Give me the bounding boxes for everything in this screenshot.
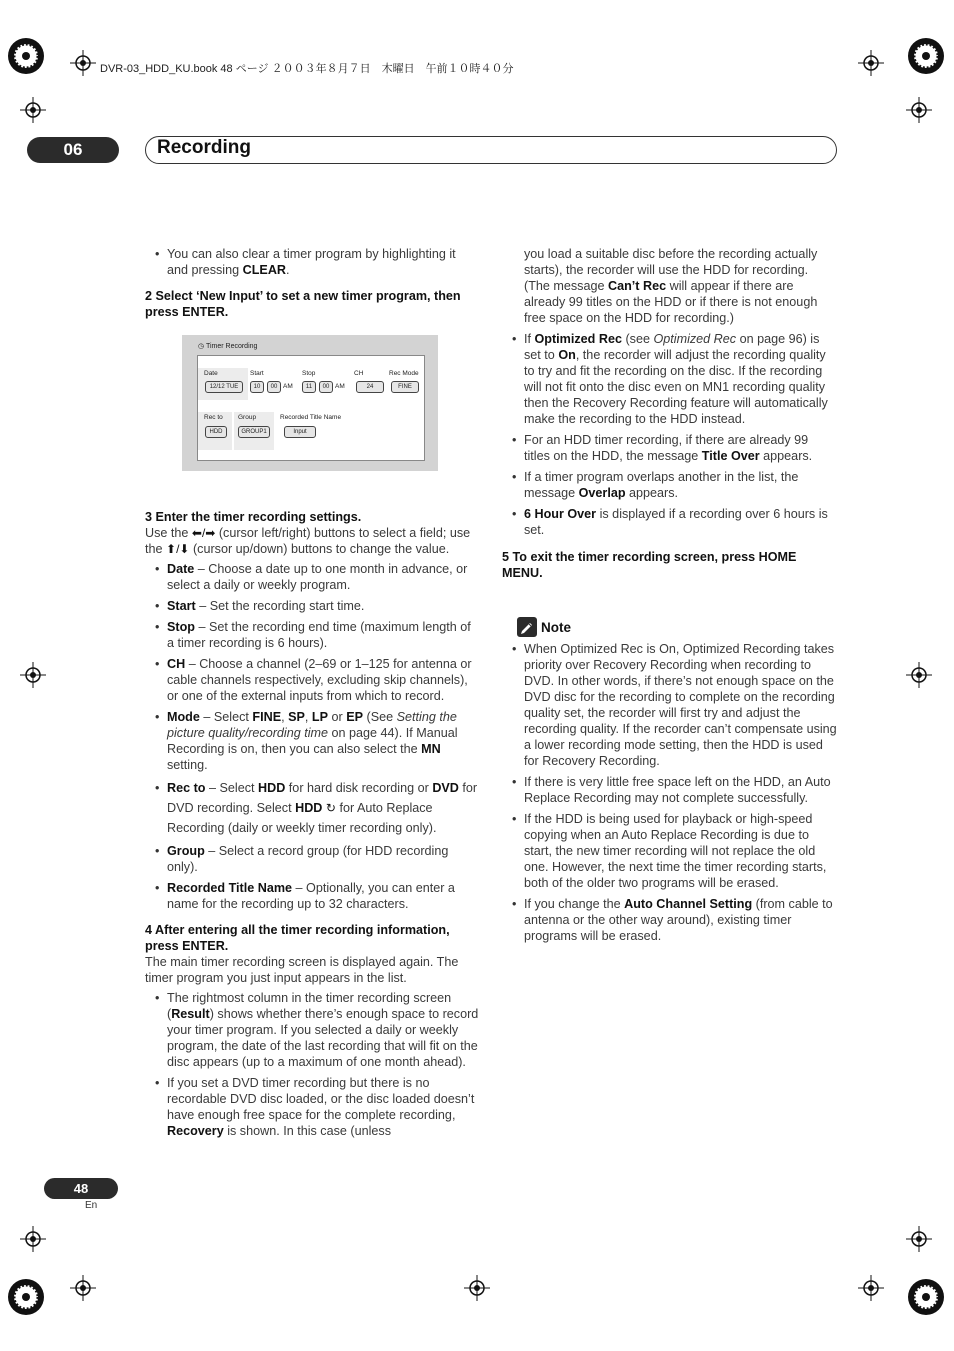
chapter-number-badge: 06 <box>27 137 119 163</box>
note-list <box>502 641 837 949</box>
label-group: Group <box>238 414 257 421</box>
label-ch: CH <box>354 370 364 377</box>
start-minute-field[interactable]: 00 <box>267 381 281 393</box>
step-3-instructions: Use the ⬅/➡ (cursor left/right) buttons to select a field; use the ⬆/⬇ (cursor up/down) buttons to change the value. <box>145 526 471 556</box>
label-rec-mode: Rec Mode <box>389 370 419 377</box>
crosshair-mark-icon <box>20 97 46 123</box>
step-3-heading: 3 Enter the timer recording settings. <box>145 510 362 524</box>
crosshair-mark-icon <box>70 1275 96 1301</box>
step-2-heading: 2 Select ‘New Input’ to set a new timer program, then press ENTER. <box>145 289 461 319</box>
crosshair-mark-icon <box>20 1226 46 1252</box>
left-column-main <box>145 509 480 1144</box>
crosshair-mark-icon <box>70 50 96 76</box>
recovery-continued-text: you load a suitable disc before the recording actually starts), the recorder will use the HDD for recording. (The message Can’t Rec will appear if there are already 99 titles on the HDD or if there is not enough free space on the HDD for recording.) <box>524 247 818 325</box>
note-pencil-icon <box>517 617 537 637</box>
screen-title: ◷ Timer Recording <box>198 343 258 350</box>
title-input-field[interactable]: Input <box>284 426 316 438</box>
label-stop: Stop <box>302 370 316 377</box>
note-item: • If you change the Auto Channel Setting (from cable to antenna or the other way around), existing timer programs will be erased. <box>502 896 837 944</box>
step-4-text: The main timer recording screen is displayed again. The timer program you just input appears in the list. <box>145 955 459 985</box>
chapter-title: Recording <box>157 137 251 158</box>
item-stop: • Stop – Set the recording end time (maximum length of a timer recording is 6 hours). <box>145 619 480 651</box>
channel-field[interactable]: 24 <box>356 381 384 393</box>
auto-replace-icon: ↻ <box>325 801 336 815</box>
bullet-optimized-rec: • If Optimized Rec (see Optimized Rec on page 96) is set to On, the recorder will adjust the recording quality to try and fit the recording on the disc. If the recording will not fit onto the disc even on MN1 recording quality then the Recovery Recording feature will automatically make the recording to the HDD instead. <box>502 331 837 427</box>
print-file-info: DVR-03_HDD_KU.book 48 ページ ２００３年８月７日 木曜日 午前１０時４０分 <box>100 63 514 75</box>
registration-mark-bottom-left-icon <box>6 1277 46 1317</box>
label-rec-to: Rec to <box>204 414 223 421</box>
left-column-top <box>145 246 480 320</box>
item-mode: • Mode – Select FINE, SP, LP or EP (See Setting the picture quality/recording time on page 44). If Manual Recording is on, then you can also select the MN setting. <box>145 709 480 773</box>
timer-recording-screen-illustration <box>182 335 438 471</box>
note-item: • When Optimized Rec is On, Optimized Recording takes priority over Recovery Recording when recording to DVD. In other words, if there’s not enough space on the DVD disc for the recording to complete on the recording quality set, the recorder will first try and adjust the recording quality. If the recorder can’t compensate using a lower recording mode setting, then the HDD is used for Recovery Recording. <box>502 641 837 769</box>
bullet-overlap: • If a timer program overlaps another in the list, the message Overlap appears. <box>502 469 837 501</box>
left-right-arrows-icon: ⬅/➡ <box>191 526 216 540</box>
step-4-heading: 4 After entering all the timer recording information, press ENTER. <box>145 923 450 953</box>
screen-panel <box>197 355 425 461</box>
crosshair-mark-icon <box>464 1275 490 1301</box>
crosshair-mark-icon <box>20 662 46 688</box>
stop-hour-field[interactable]: 11 <box>302 381 316 393</box>
rec-to-field[interactable]: HDD <box>205 426 227 438</box>
page-number: 48 <box>44 1178 118 1199</box>
bullet-6-hour-over: • 6 Hour Over is displayed if a recording over 6 hours is set. <box>502 506 837 538</box>
crosshair-mark-icon <box>906 662 932 688</box>
item-date: • Date – Choose a date up to one month in advance, or select a daily or weekly program. <box>145 561 480 593</box>
label-date: Date <box>204 370 218 377</box>
crosshair-mark-icon <box>858 1275 884 1301</box>
note-label: Note <box>541 619 571 635</box>
bullet-result-column: • The rightmost column in the timer recording screen (Result) shows whether there’s enough space to record your timer program. If you selected a daily or weekly program, the date of the last recording that will fit on the disc appears (up to a maximum of one month ahead). <box>145 990 480 1070</box>
label-start: Start <box>250 370 264 377</box>
registration-mark-top-left-icon <box>6 36 46 76</box>
item-ch: • CH – Choose a channel (2–69 or 1–125 for antenna or cable channels respectively, excluding skip channels), or one of the external inputs from which to record. <box>145 656 480 704</box>
item-recorded-title-name: • Recorded Title Name – Optionally, you can enter a name for the recording up to 32 characters. <box>145 880 480 912</box>
note-header <box>517 617 571 637</box>
registration-mark-top-right-icon <box>906 36 946 76</box>
stop-ampm: AM <box>335 383 345 390</box>
up-down-arrows-icon: ⬆/⬇ <box>166 542 190 556</box>
item-rec-to: • Rec to – Select HDD for hard disk recording or DVD for DVD recording. Select HDD ↻ for Auto Replace Recording (daily or weekly timer recording only). <box>145 778 480 838</box>
date-value-field[interactable]: 12/12 TUE <box>205 381 243 393</box>
note-item: • If there is very little free space left on the HDD, an Auto Replace Recording may not complete successfully. <box>502 774 837 806</box>
right-column <box>502 246 837 581</box>
stop-minute-field[interactable]: 00 <box>319 381 333 393</box>
crosshair-mark-icon <box>906 97 932 123</box>
rec-mode-field[interactable]: FINE <box>391 381 419 393</box>
bullet-title-over: • For an HDD timer recording, if there are already 99 titles on the HDD, the message Title Over appears. <box>502 432 837 464</box>
timer-icon: ◷ <box>198 343 205 350</box>
label-recorded-title-name: Recorded Title Name <box>280 414 342 421</box>
bullet-dvd-recovery: • If you set a DVD timer recording but there is no recordable DVD disc loaded, or the disc loaded doesn’t have enough free space for the complete recording, Recovery is shown. In this case (unless <box>145 1075 480 1139</box>
note-item: • If the HDD is being used for playback or high-speed copying when an Auto Replace Recording is due to start, the new timer recording will not replace the old one. However, the next time the timer recording starts, both of the older two programs will be erased. <box>502 811 837 891</box>
item-group: • Group – Select a record group (for HDD recording only). <box>145 843 480 875</box>
crosshair-mark-icon <box>906 1226 932 1252</box>
bullet-clear-timer: • You can also clear a timer program by highlighting it and pressing CLEAR. <box>145 246 480 278</box>
start-ampm: AM <box>283 383 293 390</box>
step-5-heading: 5 To exit the timer recording screen, press HOME MENU. <box>502 550 797 580</box>
item-start: • Start – Set the recording start time. <box>145 598 480 614</box>
group-field[interactable]: GROUP1 <box>238 426 270 438</box>
page-language: En <box>85 1200 98 1211</box>
registration-mark-bottom-right-icon <box>906 1277 946 1317</box>
crosshair-mark-icon <box>858 50 884 76</box>
start-hour-field[interactable]: 10 <box>250 381 264 393</box>
